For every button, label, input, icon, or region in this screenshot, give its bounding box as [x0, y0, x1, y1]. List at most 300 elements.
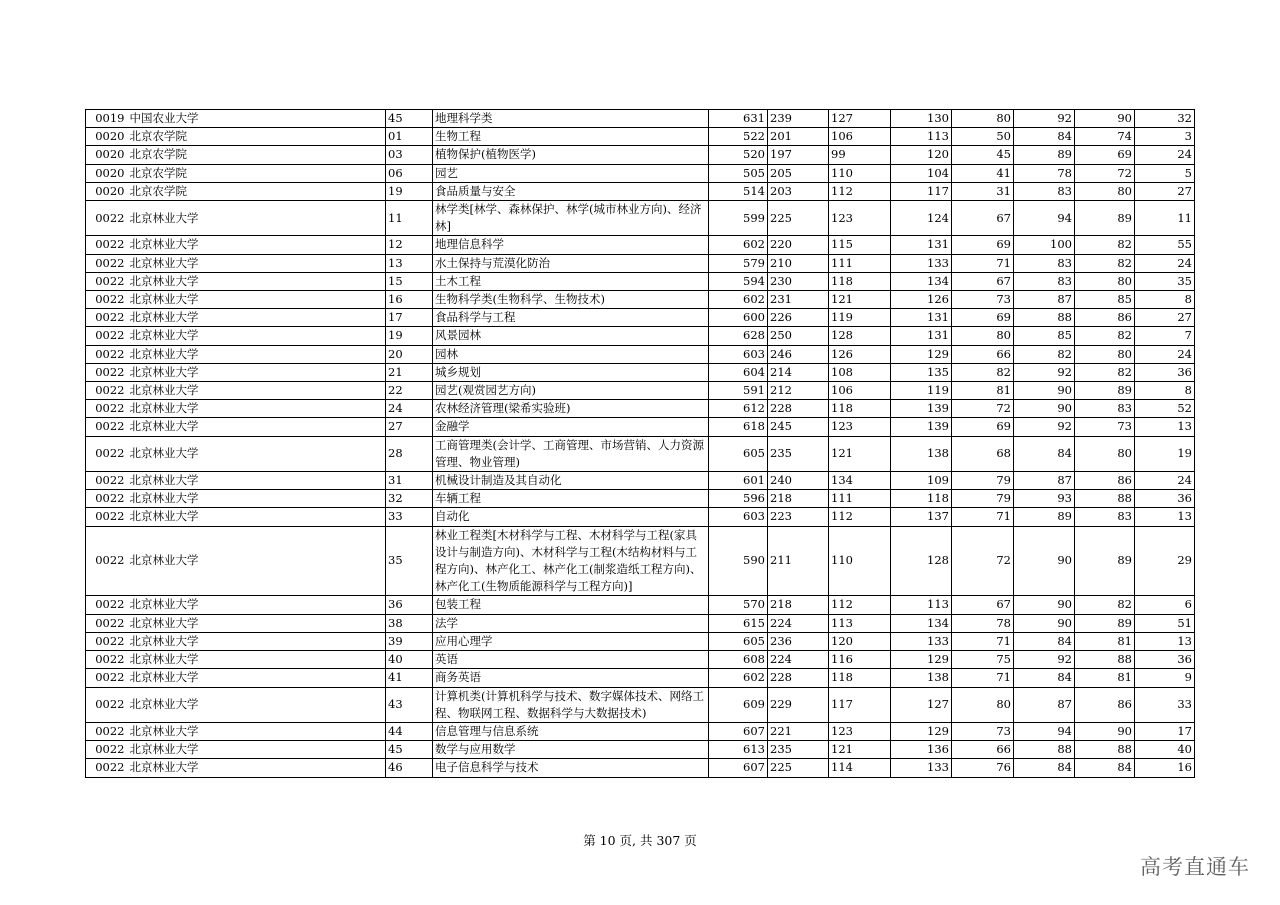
score-4-cell: 137 [891, 508, 952, 526]
max-score-cell: 520 [709, 146, 768, 164]
score-4-cell: 134 [891, 614, 952, 632]
score-4-cell: 133 [891, 632, 952, 650]
school-code-cell: 0022 [86, 363, 128, 381]
school-name-cell: 北京林业大学 [128, 651, 386, 669]
score-4-cell: 113 [891, 596, 952, 614]
score-8-cell: 13 [1135, 508, 1195, 526]
school-code-cell: 0022 [86, 436, 128, 471]
score-3-cell: 118 [829, 272, 891, 290]
major-code-cell: 31 [386, 472, 433, 490]
table-row [86, 164, 1195, 182]
min-score-cell: 218 [768, 596, 829, 614]
score-6-cell: 90 [1014, 400, 1075, 418]
score-3-cell: 123 [829, 722, 891, 740]
score-7-cell: 88 [1075, 490, 1135, 508]
max-score-cell: 579 [709, 254, 768, 272]
major-code-cell: 21 [386, 363, 433, 381]
major-name-cell: 食品质量与安全 [433, 182, 709, 200]
major-code-cell: 01 [386, 128, 433, 146]
min-score-cell: 197 [768, 146, 829, 164]
score-4-cell: 128 [891, 526, 952, 596]
school-name-cell: 北京林业大学 [128, 309, 386, 327]
major-code-cell: 17 [386, 309, 433, 327]
score-8-cell: 19 [1135, 436, 1195, 471]
major-name-cell: 植物保护(植物医学) [433, 146, 709, 164]
score-5-cell: 41 [952, 164, 1014, 182]
school-code-cell: 0022 [86, 472, 128, 490]
major-code-cell: 39 [386, 632, 433, 650]
major-name-cell: 车辆工程 [433, 490, 709, 508]
school-code-cell: 0022 [86, 309, 128, 327]
school-name-cell: 北京林业大学 [128, 272, 386, 290]
school-code-cell: 0022 [86, 291, 128, 309]
score-6-cell: 82 [1014, 345, 1075, 363]
score-3-cell: 118 [829, 669, 891, 687]
min-score-cell: 210 [768, 254, 829, 272]
max-score-cell: 591 [709, 382, 768, 400]
score-3-cell: 115 [829, 236, 891, 254]
score-8-cell: 13 [1135, 418, 1195, 436]
score-4-cell: 126 [891, 291, 952, 309]
school-name-cell: 北京林业大学 [128, 614, 386, 632]
school-name-cell: 北京林业大学 [128, 687, 386, 722]
score-4-cell: 138 [891, 436, 952, 471]
table-row [86, 418, 1195, 436]
score-8-cell: 24 [1135, 254, 1195, 272]
major-code-cell: 36 [386, 596, 433, 614]
score-6-cell: 84 [1014, 436, 1075, 471]
score-5-cell: 73 [952, 291, 1014, 309]
score-7-cell: 80 [1075, 182, 1135, 200]
max-score-cell: 613 [709, 741, 768, 759]
major-name-cell: 生物工程 [433, 128, 709, 146]
table-row [86, 741, 1195, 759]
major-code-cell: 46 [386, 759, 433, 777]
major-code-cell: 19 [386, 327, 433, 345]
score-4-cell: 124 [891, 201, 952, 236]
school-code-cell: 0022 [86, 201, 128, 236]
score-4-cell: 131 [891, 236, 952, 254]
score-3-cell: 121 [829, 291, 891, 309]
score-6-cell: 84 [1014, 759, 1075, 777]
score-3-cell: 126 [829, 345, 891, 363]
table-row [86, 345, 1195, 363]
school-code-cell: 0022 [86, 759, 128, 777]
score-7-cell: 82 [1075, 236, 1135, 254]
table-row [86, 596, 1195, 614]
max-score-cell: 600 [709, 309, 768, 327]
school-name-cell: 北京农学院 [128, 164, 386, 182]
major-name-cell: 土木工程 [433, 272, 709, 290]
table-row [86, 614, 1195, 632]
score-5-cell: 80 [952, 687, 1014, 722]
school-name-cell: 北京林业大学 [128, 669, 386, 687]
school-code-cell: 0022 [86, 418, 128, 436]
table-row [86, 526, 1195, 596]
score-6-cell: 88 [1014, 309, 1075, 327]
school-name-cell: 北京农学院 [128, 146, 386, 164]
score-4-cell: 133 [891, 759, 952, 777]
score-7-cell: 89 [1075, 614, 1135, 632]
min-score-cell: 235 [768, 436, 829, 471]
score-3-cell: 112 [829, 508, 891, 526]
score-3-cell: 121 [829, 741, 891, 759]
score-4-cell: 127 [891, 687, 952, 722]
major-code-cell: 16 [386, 291, 433, 309]
school-name-cell: 北京林业大学 [128, 254, 386, 272]
school-code-cell: 0022 [86, 490, 128, 508]
major-name-cell: 法学 [433, 614, 709, 632]
score-8-cell: 51 [1135, 614, 1195, 632]
table-row [86, 651, 1195, 669]
score-4-cell: 129 [891, 651, 952, 669]
score-7-cell: 83 [1075, 508, 1135, 526]
max-score-cell: 505 [709, 164, 768, 182]
score-5-cell: 80 [952, 110, 1014, 128]
score-8-cell: 55 [1135, 236, 1195, 254]
min-score-cell: 211 [768, 526, 829, 596]
school-name-cell: 北京林业大学 [128, 436, 386, 471]
score-6-cell: 92 [1014, 418, 1075, 436]
score-5-cell: 80 [952, 327, 1014, 345]
score-6-cell: 89 [1014, 146, 1075, 164]
major-code-cell: 13 [386, 254, 433, 272]
score-8-cell: 5 [1135, 164, 1195, 182]
major-name-cell: 城乡规划 [433, 363, 709, 381]
score-7-cell: 89 [1075, 201, 1135, 236]
score-5-cell: 66 [952, 741, 1014, 759]
max-score-cell: 604 [709, 363, 768, 381]
score-6-cell: 83 [1014, 254, 1075, 272]
score-5-cell: 67 [952, 201, 1014, 236]
table-row [86, 309, 1195, 327]
school-name-cell: 北京林业大学 [128, 418, 386, 436]
min-score-cell: 223 [768, 508, 829, 526]
min-score-cell: 240 [768, 472, 829, 490]
score-6-cell: 88 [1014, 741, 1075, 759]
major-name-cell: 自动化 [433, 508, 709, 526]
score-6-cell: 83 [1014, 182, 1075, 200]
school-code-cell: 0019 [86, 110, 128, 128]
score-7-cell: 73 [1075, 418, 1135, 436]
school-code-cell: 0022 [86, 400, 128, 418]
score-6-cell: 87 [1014, 472, 1075, 490]
score-5-cell: 45 [952, 146, 1014, 164]
school-code-cell: 0022 [86, 687, 128, 722]
max-score-cell: 514 [709, 182, 768, 200]
score-8-cell: 11 [1135, 201, 1195, 236]
score-4-cell: 139 [891, 400, 952, 418]
school-code-cell: 0020 [86, 146, 128, 164]
score-8-cell: 35 [1135, 272, 1195, 290]
score-8-cell: 8 [1135, 382, 1195, 400]
min-score-cell: 224 [768, 614, 829, 632]
score-4-cell: 109 [891, 472, 952, 490]
school-name-cell: 北京林业大学 [128, 400, 386, 418]
score-3-cell: 128 [829, 327, 891, 345]
max-score-cell: 609 [709, 687, 768, 722]
table-row [86, 254, 1195, 272]
score-6-cell: 90 [1014, 614, 1075, 632]
school-name-cell: 北京林业大学 [128, 759, 386, 777]
score-8-cell: 40 [1135, 741, 1195, 759]
max-score-cell: 602 [709, 291, 768, 309]
max-score-cell: 631 [709, 110, 768, 128]
min-score-cell: 212 [768, 382, 829, 400]
score-6-cell: 94 [1014, 722, 1075, 740]
score-3-cell: 112 [829, 596, 891, 614]
school-code-cell: 0022 [86, 254, 128, 272]
score-3-cell: 134 [829, 472, 891, 490]
score-7-cell: 82 [1075, 363, 1135, 381]
major-name-cell: 金融学 [433, 418, 709, 436]
major-name-cell: 林业工程类[木材科学与工程、木材科学与工程(家具设计与制造方向)、木材科学与工程(木结构材料与工程方向)、林产化工、林产化工(制浆造纸工程方向)、林产化工(生物质能源科学与工程方向)] [433, 526, 709, 596]
score-7-cell: 90 [1075, 722, 1135, 740]
score-7-cell: 86 [1075, 309, 1135, 327]
score-7-cell: 89 [1075, 526, 1135, 596]
table-row [86, 400, 1195, 418]
school-code-cell: 0022 [86, 614, 128, 632]
table-row [86, 291, 1195, 309]
score-6-cell: 83 [1014, 272, 1075, 290]
school-name-cell: 北京林业大学 [128, 508, 386, 526]
score-4-cell: 138 [891, 669, 952, 687]
score-8-cell: 27 [1135, 182, 1195, 200]
major-name-cell: 林学类[林学、森林保护、林学(城市林业方向)、经济林] [433, 201, 709, 236]
score-4-cell: 131 [891, 309, 952, 327]
score-6-cell: 100 [1014, 236, 1075, 254]
min-score-cell: 250 [768, 327, 829, 345]
score-3-cell: 121 [829, 436, 891, 471]
score-7-cell: 81 [1075, 669, 1135, 687]
score-8-cell: 24 [1135, 472, 1195, 490]
score-7-cell: 69 [1075, 146, 1135, 164]
school-name-cell: 北京农学院 [128, 128, 386, 146]
table-row [86, 382, 1195, 400]
score-5-cell: 76 [952, 759, 1014, 777]
max-score-cell: 596 [709, 490, 768, 508]
min-score-cell: 225 [768, 759, 829, 777]
score-8-cell: 33 [1135, 687, 1195, 722]
max-score-cell: 599 [709, 201, 768, 236]
score-4-cell: 117 [891, 182, 952, 200]
score-4-cell: 129 [891, 345, 952, 363]
score-8-cell: 27 [1135, 309, 1195, 327]
max-score-cell: 603 [709, 345, 768, 363]
major-name-cell: 包装工程 [433, 596, 709, 614]
major-code-cell: 45 [386, 741, 433, 759]
score-6-cell: 92 [1014, 651, 1075, 669]
score-3-cell: 112 [829, 182, 891, 200]
score-6-cell: 85 [1014, 327, 1075, 345]
score-5-cell: 71 [952, 669, 1014, 687]
score-4-cell: 139 [891, 418, 952, 436]
score-7-cell: 82 [1075, 596, 1135, 614]
score-5-cell: 50 [952, 128, 1014, 146]
major-code-cell: 06 [386, 164, 433, 182]
major-code-cell: 20 [386, 345, 433, 363]
major-name-cell: 工商管理类(会计学、工商管理、市场营销、人力资源管理、物业管理) [433, 436, 709, 471]
score-4-cell: 104 [891, 164, 952, 182]
major-code-cell: 03 [386, 146, 433, 164]
school-name-cell: 北京林业大学 [128, 345, 386, 363]
major-code-cell: 19 [386, 182, 433, 200]
score-7-cell: 80 [1075, 345, 1135, 363]
major-name-cell: 英语 [433, 651, 709, 669]
score-3-cell: 116 [829, 651, 891, 669]
school-name-cell: 北京林业大学 [128, 632, 386, 650]
table-row [86, 687, 1195, 722]
score-6-cell: 92 [1014, 363, 1075, 381]
school-code-cell: 0022 [86, 669, 128, 687]
school-code-cell: 0022 [86, 741, 128, 759]
min-score-cell: 220 [768, 236, 829, 254]
major-name-cell: 信息管理与信息系统 [433, 722, 709, 740]
major-code-cell: 32 [386, 490, 433, 508]
score-3-cell: 118 [829, 400, 891, 418]
min-score-cell: 228 [768, 400, 829, 418]
table-row [86, 436, 1195, 471]
table-row [86, 472, 1195, 490]
max-score-cell: 603 [709, 508, 768, 526]
score-6-cell: 89 [1014, 508, 1075, 526]
min-score-cell: 246 [768, 345, 829, 363]
table-row [86, 490, 1195, 508]
score-7-cell: 90 [1075, 110, 1135, 128]
school-name-cell: 中国农业大学 [128, 110, 386, 128]
max-score-cell: 590 [709, 526, 768, 596]
major-name-cell: 食品科学与工程 [433, 309, 709, 327]
score-4-cell: 129 [891, 722, 952, 740]
max-score-cell: 615 [709, 614, 768, 632]
score-6-cell: 84 [1014, 669, 1075, 687]
score-4-cell: 134 [891, 272, 952, 290]
score-5-cell: 72 [952, 400, 1014, 418]
max-score-cell: 601 [709, 472, 768, 490]
max-score-cell: 602 [709, 669, 768, 687]
score-6-cell: 90 [1014, 382, 1075, 400]
school-code-cell: 0022 [86, 632, 128, 650]
school-name-cell: 北京林业大学 [128, 526, 386, 596]
score-7-cell: 86 [1075, 687, 1135, 722]
major-code-cell: 35 [386, 526, 433, 596]
score-3-cell: 120 [829, 632, 891, 650]
major-code-cell: 41 [386, 669, 433, 687]
score-8-cell: 32 [1135, 110, 1195, 128]
score-4-cell: 119 [891, 382, 952, 400]
school-name-cell: 北京林业大学 [128, 291, 386, 309]
min-score-cell: 231 [768, 291, 829, 309]
school-code-cell: 0022 [86, 651, 128, 669]
school-name-cell: 北京林业大学 [128, 472, 386, 490]
table-row [86, 236, 1195, 254]
score-8-cell: 36 [1135, 651, 1195, 669]
score-3-cell: 99 [829, 146, 891, 164]
score-5-cell: 71 [952, 508, 1014, 526]
score-7-cell: 80 [1075, 272, 1135, 290]
table-row [86, 272, 1195, 290]
major-code-cell: 28 [386, 436, 433, 471]
score-5-cell: 81 [952, 382, 1014, 400]
score-7-cell: 72 [1075, 164, 1135, 182]
max-score-cell: 570 [709, 596, 768, 614]
score-3-cell: 113 [829, 614, 891, 632]
min-score-cell: 218 [768, 490, 829, 508]
score-6-cell: 93 [1014, 490, 1075, 508]
score-5-cell: 71 [952, 254, 1014, 272]
major-code-cell: 38 [386, 614, 433, 632]
score-5-cell: 69 [952, 418, 1014, 436]
score-8-cell: 13 [1135, 632, 1195, 650]
school-name-cell: 北京林业大学 [128, 722, 386, 740]
min-score-cell: 203 [768, 182, 829, 200]
score-5-cell: 79 [952, 472, 1014, 490]
school-code-cell: 0022 [86, 272, 128, 290]
score-4-cell: 133 [891, 254, 952, 272]
score-5-cell: 69 [952, 309, 1014, 327]
major-name-cell: 应用心理学 [433, 632, 709, 650]
watermark: 高考直通车 [1140, 855, 1250, 879]
min-score-cell: 214 [768, 363, 829, 381]
score-7-cell: 88 [1075, 741, 1135, 759]
score-6-cell: 90 [1014, 526, 1075, 596]
score-6-cell: 84 [1014, 632, 1075, 650]
score-8-cell: 9 [1135, 669, 1195, 687]
score-5-cell: 79 [952, 490, 1014, 508]
max-score-cell: 608 [709, 651, 768, 669]
score-4-cell: 136 [891, 741, 952, 759]
score-7-cell: 74 [1075, 128, 1135, 146]
table-row [86, 128, 1195, 146]
major-name-cell: 园艺 [433, 164, 709, 182]
school-code-cell: 0022 [86, 236, 128, 254]
score-3-cell: 117 [829, 687, 891, 722]
score-3-cell: 123 [829, 418, 891, 436]
school-code-cell: 0022 [86, 382, 128, 400]
min-score-cell: 226 [768, 309, 829, 327]
score-5-cell: 71 [952, 632, 1014, 650]
major-name-cell: 电子信息科学与技术 [433, 759, 709, 777]
max-score-cell: 607 [709, 759, 768, 777]
score-8-cell: 7 [1135, 327, 1195, 345]
score-3-cell: 127 [829, 110, 891, 128]
min-score-cell: 239 [768, 110, 829, 128]
score-6-cell: 87 [1014, 687, 1075, 722]
max-score-cell: 628 [709, 327, 768, 345]
score-7-cell: 82 [1075, 254, 1135, 272]
score-3-cell: 110 [829, 164, 891, 182]
max-score-cell: 594 [709, 272, 768, 290]
score-7-cell: 83 [1075, 400, 1135, 418]
score-8-cell: 24 [1135, 146, 1195, 164]
school-name-cell: 北京林业大学 [128, 382, 386, 400]
score-5-cell: 73 [952, 722, 1014, 740]
score-4-cell: 120 [891, 146, 952, 164]
score-8-cell: 6 [1135, 596, 1195, 614]
score-7-cell: 81 [1075, 632, 1135, 650]
school-code-cell: 0022 [86, 596, 128, 614]
score-3-cell: 111 [829, 254, 891, 272]
score-5-cell: 66 [952, 345, 1014, 363]
table-row [86, 201, 1195, 236]
max-score-cell: 605 [709, 436, 768, 471]
score-8-cell: 16 [1135, 759, 1195, 777]
table-row [86, 363, 1195, 381]
major-code-cell: 33 [386, 508, 433, 526]
school-name-cell: 北京林业大学 [128, 363, 386, 381]
school-name-cell: 北京林业大学 [128, 741, 386, 759]
major-name-cell: 水土保持与荒漠化防治 [433, 254, 709, 272]
